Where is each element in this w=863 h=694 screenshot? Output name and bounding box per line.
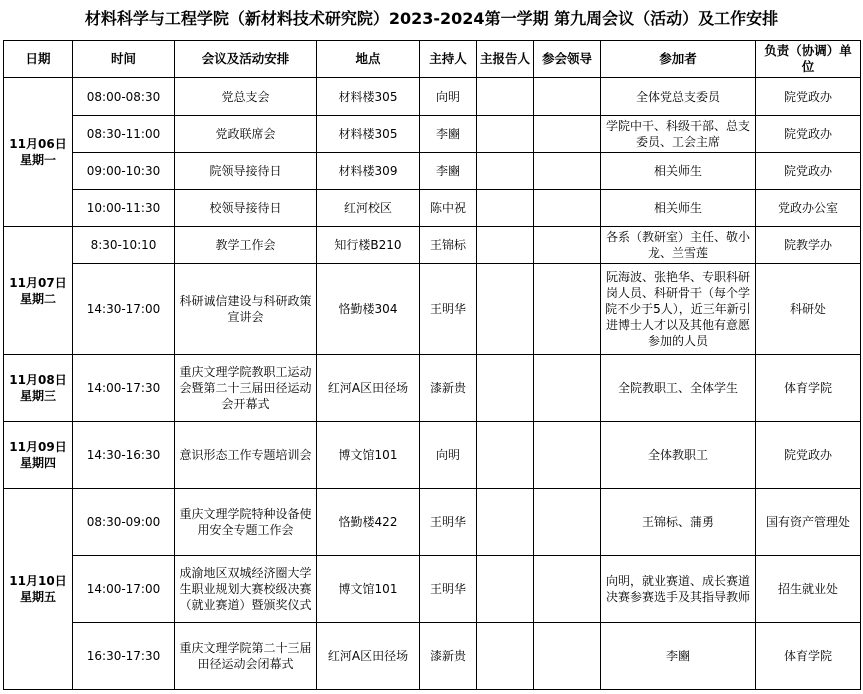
table-row — [4, 153, 861, 190]
leader-cell — [534, 116, 601, 153]
table-row — [4, 355, 861, 422]
unit-cell: 院党政办 — [756, 78, 861, 116]
meeting-cell: 重庆文理学院特种设备使用安全专题工作会 — [175, 489, 317, 556]
date-label: 11月07日 — [9, 275, 67, 290]
location-cell: 红河A区田径场 — [317, 355, 420, 422]
reporter-cell — [477, 78, 534, 116]
host-cell: 陈中祝 — [420, 190, 477, 227]
participants-cell: 相关师生 — [601, 153, 756, 190]
unit-cell: 党政办公室 — [756, 190, 861, 227]
date-label: 11月10日 — [9, 574, 67, 588]
leader-cell — [534, 623, 601, 690]
meeting-cell: 重庆文理学院教职工运动会暨第二十三届田径运动会开幕式 — [175, 355, 317, 422]
weekday-label: 星期五 — [19, 590, 56, 604]
header-leader: 参会领导 — [534, 41, 601, 78]
host-cell: 漆新贵 — [420, 623, 477, 690]
date-label: 11月08日 — [9, 373, 67, 387]
weekday-label: 星期四 — [19, 456, 56, 470]
host-cell: 王明华 — [420, 264, 477, 355]
reporter-cell — [477, 355, 534, 422]
date-cell — [4, 355, 73, 422]
participants-cell: 阮海波、张艳华、专职科研岗人员、科研骨干（每个学院不少于5人），近三年新引进博士人才以及其他有意愿参加的人员 — [601, 264, 756, 355]
date-cell — [4, 422, 73, 489]
host-cell: 李豳 — [420, 153, 477, 190]
time-cell: 16:30-17:30 — [73, 623, 175, 690]
location-cell: 红河A区田径场 — [317, 623, 420, 690]
location-cell: 材料楼305 — [317, 78, 420, 116]
location-cell: 材料楼309 — [317, 153, 420, 190]
participants-cell: 学院中干、科级干部、总支委员、工会主席 — [601, 116, 756, 153]
unit-cell: 院教学办 — [756, 227, 861, 264]
location-cell: 博文馆101 — [317, 422, 420, 489]
time-cell: 14:00-17:00 — [73, 556, 175, 623]
time-cell: 09:00-10:30 — [73, 153, 175, 190]
participants-cell: 全院教职工、全体学生 — [601, 355, 756, 422]
table-row — [4, 227, 861, 264]
time-cell: 14:00-17:30 — [73, 355, 175, 422]
page-title: 材料科学与工程学院（新材料技术研究院）2023-2024第一学期 第九周会议（活动）及工作安排 — [84, 9, 779, 28]
location-cell: 博文馆101 — [317, 556, 420, 623]
table-row — [4, 422, 861, 489]
leader-cell — [534, 78, 601, 116]
table-row — [4, 489, 861, 556]
host-cell: 漆新贵 — [420, 355, 477, 422]
unit-cell: 科研处 — [756, 264, 861, 355]
location-cell: 红河校区 — [317, 190, 420, 227]
participants-cell: 王锦标、蒲勇 — [601, 489, 756, 556]
meeting-cell: 成渝地区双城经济圈大学生职业规划大赛校级决赛（就业赛道）暨颁奖仪式 — [175, 556, 317, 623]
host-cell: 向明 — [420, 422, 477, 489]
reporter-cell — [477, 116, 534, 153]
unit-cell: 院党政办 — [756, 116, 861, 153]
participants-cell: 各系（教研室）主任、敬小龙、兰雪莲 — [601, 227, 756, 264]
participants-cell: 相关师生 — [601, 190, 756, 227]
leader-cell — [534, 556, 601, 623]
reporter-cell — [477, 623, 534, 690]
header-time: 时间 — [73, 41, 175, 78]
unit-cell: 体育学院 — [756, 355, 861, 422]
table-row — [4, 190, 861, 227]
meeting-cell: 教学工作会 — [175, 227, 317, 264]
participants-cell: 向明，就业赛道、成长赛道决赛参赛选手及其指导教师 — [601, 556, 756, 623]
table-row — [4, 623, 861, 690]
date-cell — [4, 227, 73, 355]
unit-cell: 体育学院 — [756, 623, 861, 690]
reporter-cell — [477, 556, 534, 623]
host-cell: 李豳 — [420, 116, 477, 153]
time-cell: 10:00-11:30 — [73, 190, 175, 227]
leader-cell — [534, 153, 601, 190]
unit-cell: 招生就业处 — [756, 556, 861, 623]
date-cell — [4, 489, 73, 690]
leader-cell — [534, 264, 601, 355]
time-cell: 08:30-11:00 — [73, 116, 175, 153]
location-cell: 材料楼305 — [317, 116, 420, 153]
host-cell: 王明华 — [420, 489, 477, 556]
header-row — [4, 41, 861, 78]
date-label: 11月09日 — [9, 440, 67, 454]
time-cell: 08:00-08:30 — [73, 78, 175, 116]
unit-cell: 院党政办 — [756, 422, 861, 489]
participants-cell: 李豳 — [601, 623, 756, 690]
host-cell: 王锦标 — [420, 227, 477, 264]
meeting-cell: 意识形态工作专题培训会 — [175, 422, 317, 489]
header-meeting: 会议及活动安排 — [175, 41, 317, 78]
meeting-cell: 重庆文理学院第二十三届田径运动会闭幕式 — [175, 623, 317, 690]
participants-cell: 全体党总支委员 — [601, 78, 756, 116]
meeting-cell: 党总支会 — [175, 78, 317, 116]
header-unit: 负责（协调）单位 — [756, 41, 861, 78]
location-cell: 恪勤楼422 — [317, 489, 420, 556]
meeting-cell: 院领导接待日 — [175, 153, 317, 190]
reporter-cell — [477, 489, 534, 556]
reporter-cell — [477, 422, 534, 489]
participants-cell: 全体教职工 — [601, 422, 756, 489]
leader-cell — [534, 489, 601, 556]
table-row — [4, 116, 861, 153]
header-reporter: 主报告人 — [477, 41, 534, 78]
time-cell: 08:30-09:00 — [73, 489, 175, 556]
date-cell — [4, 78, 73, 227]
schedule-body — [4, 78, 861, 690]
leader-cell — [534, 190, 601, 227]
location-cell: 知行楼B210 — [317, 227, 420, 264]
time-cell: 14:30-16:30 — [73, 422, 175, 489]
host-cell: 王明华 — [420, 556, 477, 623]
table-row — [4, 264, 861, 355]
reporter-cell — [477, 227, 534, 264]
time-cell: 8:30-10:10 — [73, 227, 175, 264]
leader-cell — [534, 227, 601, 264]
reporter-cell — [477, 264, 534, 355]
meeting-cell: 科研诚信建设与科研政策宣讲会 — [175, 264, 317, 355]
unit-cell: 院党政办 — [756, 153, 861, 190]
table-row — [4, 78, 861, 116]
header-location: 地点 — [317, 41, 420, 78]
leader-cell — [534, 422, 601, 489]
unit-cell: 国有资产管理处 — [756, 489, 861, 556]
weekday-label: 星期三 — [19, 389, 56, 403]
host-cell: 向明 — [420, 78, 477, 116]
table-row — [4, 556, 861, 623]
time-cell: 14:30-17:00 — [73, 264, 175, 355]
location-cell: 恪勤楼304 — [317, 264, 420, 355]
reporter-cell — [477, 190, 534, 227]
reporter-cell — [477, 153, 534, 190]
weekday-label: 星期一 — [19, 153, 56, 167]
schedule-table — [3, 40, 861, 690]
header-participants: 参加者 — [601, 41, 756, 78]
meeting-cell: 党政联席会 — [175, 116, 317, 153]
header-host: 主持人 — [420, 41, 477, 78]
date-label: 11月06日 — [9, 137, 67, 151]
weekday-label: 星期二 — [19, 291, 56, 306]
leader-cell — [534, 355, 601, 422]
meeting-cell: 校领导接待日 — [175, 190, 317, 227]
header-date: 日期 — [4, 41, 73, 78]
